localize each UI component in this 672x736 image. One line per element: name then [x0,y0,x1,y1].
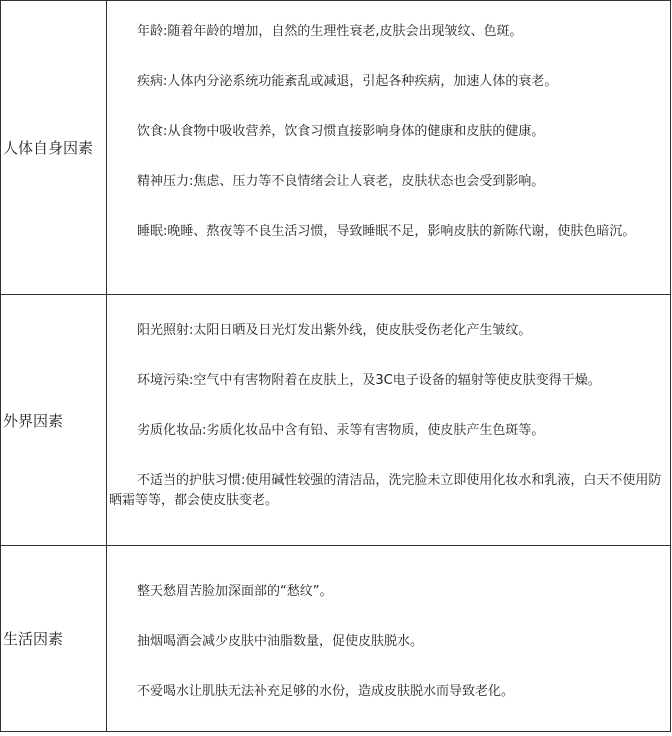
factor-item: 精神压力:焦虑、压力等不良情绪会让人衰老，皮肤状态也会受到影响。 [137,174,545,189]
factor-item: 阳光照射:太阳日晒及日光灯发出紫外线，使皮肤受伤老化产生皱纹。 [137,323,532,338]
factor-item: 睡眠:晚睡、熬夜等不良生活习惯，导致睡眠不足，影响皮肤的新陈代谢，使肤色暗沉。 [137,224,636,239]
factor-item: 抽烟喝酒会减少皮肤中油脂数量，促使皮肤脱水。 [137,634,424,649]
content-cell [107,295,671,546]
factor-item: 劣质化妆品:劣质化妆品中含有铅、汞等有害物质，使皮肤产生色斑等。 [137,423,545,438]
factor-item: 不爱喝水让肌肤无法补充足够的水份，造成皮肤脱水而导致老化。 [137,684,515,699]
factor-item: 环境污染:空气中有害物附着在皮肤上，及3C电子设备的辐射等使皮肤变得干燥。 [137,373,601,388]
factor-item: 不适当的护肤习惯:使用碱性较强的清洁品，洗完脸未立即使用化妆水和乳液，白天不使用防晒霜等等，都会使皮肤变老。 [109,473,662,508]
table-row [1,295,671,546]
content-cell [107,546,671,732]
category-cell: 外界因素 [1,295,107,546]
content-cell [107,1,671,295]
factor-item: 饮食:从食物中吸收营养，饮食习惯直接影响身体的健康和皮肤的健康。 [137,124,545,139]
category-cell: 生活因素 [1,546,107,732]
table-row [1,1,671,295]
factor-item: 年龄:随着年龄的增加，自然的生理性衰老,皮肤会出现皱纹、色斑。 [137,24,523,39]
category-cell: 人体自身因素 [1,1,107,295]
factor-item: 疾病:人体内分泌系统功能紊乱或减退，引起各种疾病，加速人体的衰老。 [137,74,558,89]
table-row [1,546,671,732]
factor-item: 整天愁眉苦脸加深面部的“愁纹”。 [137,584,333,599]
